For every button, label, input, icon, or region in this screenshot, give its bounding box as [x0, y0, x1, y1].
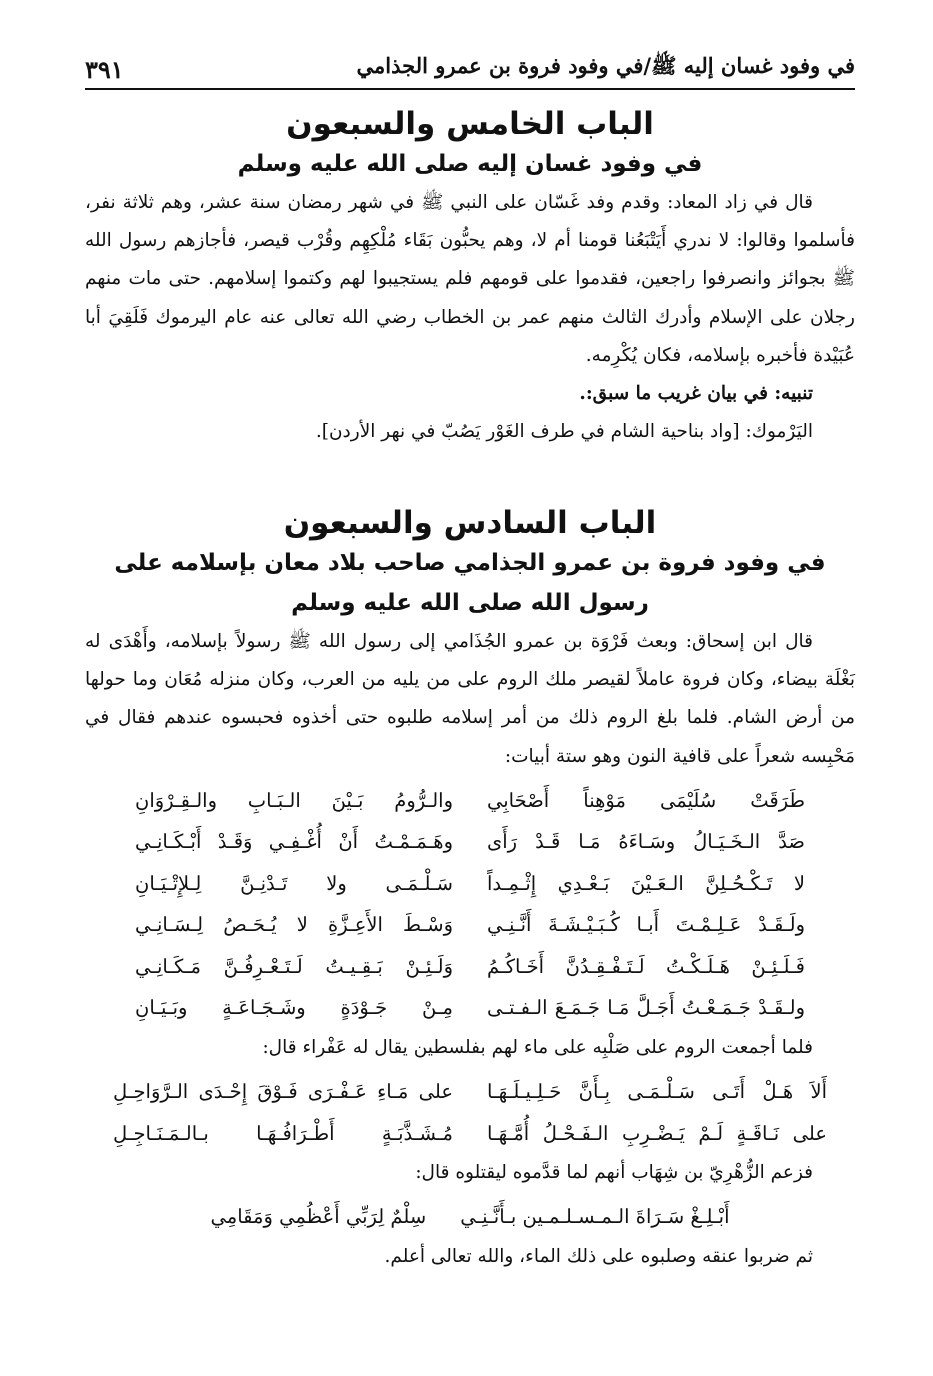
verse-first-half: ولـقَـدْ جَـمَـعْـتُ أَجَـلَّ مَـا جَـمَـعَ الـفـتـى — [487, 996, 805, 1020]
verse-line — [85, 946, 855, 988]
verse-first-half: أَلاَ هَـلْ أَتَـى سَـلْـمَـى بِـأَنَّ حَـلِـيـلَـهَـا — [487, 1080, 827, 1104]
verse-second-half: وهَـمَـمْـتُ أَنْ أُغْـفِـي وَقَـدْ أَبْـكَـانِـي — [135, 830, 453, 854]
verse-second-half: سِلْمٌ لِرَبِّي أَعْظُمِي وَمَقَامِي — [210, 1205, 427, 1229]
poem-3 — [85, 1196, 855, 1238]
verse-second-half: سَـلْـمَـى ولا تَـدْنِـنَّ لِـلإِتْـيَـانِ — [135, 871, 453, 895]
verse-line — [85, 1113, 855, 1155]
chapter-76-subtitle-line-1: في وفود فروة بن عمرو الجذامي صاحب بلاد معان بإسلامه على — [114, 550, 826, 577]
chapter-75-paragraph: قال في زاد المعاد: وقدم وفد غَسّان على النبي ﷺ في شهر رمضان سنة عشر، وهم ثلاثة نفر، فأسلموا وقالوا: لا ندري أَيَتْبَعُنا قومنا أم لا، وهم يحبُّون بَقَاء مُلْكِهِم وقُرْب قيصر، فأجازهم رسول الله ﷺ بجوائز وانصرفوا راجعين، فقدموا على قومهم فلم يستجيبوا لهم وكتموا إسلامهم. حتى مات منهم رجلان على الإسلام وأدرك الثالث منهم عمر بن الخطاب رضي الله تعالى عنه عام اليرموك فَلَقِيَ أبا عُبَيْدة فأخبره بإسلامه، فكان يُكْرِمه. — [85, 192, 855, 366]
chapter-76 — [85, 503, 855, 1276]
chapter-76-subtitle-line-2: رسول الله صلى الله عليه وسلم — [291, 590, 649, 617]
verse-line — [85, 780, 855, 822]
verse-first-half: على نَـاقَـةٍ لَـمْ يَـضْـرِبِ الـفَـحْـلُ أُمَّـهَـا — [487, 1121, 827, 1145]
chapter-76-title: الباب السادس والسبعون — [283, 505, 657, 542]
verse-line — [85, 821, 855, 863]
verse-first-half: لا تَـكْـحُـلِنَّ الـعَـيْنَ بَـعْـدِي إِثْـمِـداً — [487, 871, 805, 895]
verse-first-half: فَـلَـئِـنْ هَـلَـكْـتُ لَـتَـفْـقِـدُنَّ أَخَـاكُـمُ — [487, 954, 805, 978]
verse-first-half: ولَـقَـدْ عَـلِـمْـتَ أَبـا كُـبَـيْـشَـةَ أَنَّـنِـي — [487, 913, 805, 937]
running-header — [85, 40, 855, 90]
chapter-75-title: الباب الخامس والسبعون — [286, 106, 654, 142]
verse-second-half: مِـنْ جَـوْدَةٍ وشَـجَـاعَـةٍ وبَـيَـانِ — [135, 996, 453, 1020]
chapter-76-paragraph-4: ثم ضربوا عنقه وصلبوه على ذلك الماء، والله تعالى أعلم. — [384, 1245, 813, 1267]
verse-second-half: على مَـاءِ عَـفْـرَى فَـوْقَ إِحْـدَى الـرَّوَاحِـلِ — [113, 1080, 453, 1104]
verse-line — [85, 1071, 855, 1113]
verse-first-half: طَرَقَتْ سُلَيْمَى مَوْهِناً أَصْحَابِي — [487, 788, 805, 812]
poem-1 — [85, 780, 855, 1029]
verse-first-half: أَبْـلِـغْ سَـرَاةَ الـمـسـلـمـين بـأَنَّـنِـي — [460, 1205, 730, 1229]
verse-line — [85, 987, 855, 1029]
verse-first-half: صَدَّ الـخَـيَـالُ وسَـاءَهُ مَـا قَـدْ رَأَى — [487, 830, 805, 854]
chapter-76-paragraph-2: فلما أجمعت الروم على صَلْبِه على ماء لهم بفلسطين يقال له عَفْراء قال: — [262, 1036, 813, 1058]
verse-second-half: والـرُّومُ بَـيْنَ الـبَـابِ والـقِـرْوَانِ — [135, 788, 453, 812]
chapter-76-paragraph-1: قال ابن إسحاق: وبعث فَرْوَة بن عمرو الجُذَامي إلى رسول الله ﷺ رسولاً بإسلامه، وأَهْدَى له بَغْلَة بيضاء، وكان فروة عاملاً لقيصر ملك الروم على من يليه من العرب، وكان منزله مُعَان وما حولها من أرض الشام. فلما بلغ الروم ذلك من أمر إسلامه طلبوه حتى أخذوه فحبسوه عندهم فقال في مَحْبِسه شعراً على قافية النون وهو ستة أبيات: — [85, 631, 855, 767]
chapter-75 — [85, 104, 855, 451]
page-number: ٣٩١ — [85, 55, 124, 84]
chapter-75-subtitle: في وفود غسان إليه صلى الله عليه وسلم — [237, 151, 703, 177]
verse-second-half: وَلَـئِـنْ بَـقِـيـتُ لَـتَـعْـرِفُـنَّ مَـكَـانِـي — [135, 954, 453, 978]
book-page — [85, 40, 855, 1360]
chapter-76-paragraph-3: فزعم الزُّهْرِيّ بن شِهَاب أنهم لما قدَّموه ليقتلوه قال: — [415, 1162, 813, 1184]
running-title: في وفود غسان إليه ﷺ/في وفود فروة بن عمرو الجذامي — [356, 53, 855, 78]
verse-second-half: وَسْـطَ الأَعِـزَّةِ لا يُـحَـصُ لِـسَـانِـي — [135, 913, 453, 937]
note-body: اليَرْموك: [واد بناحية الشام في طرف الغَوْر يَصُبّ في نهر الأردن]. — [315, 421, 813, 443]
verse-second-half: مُـشَـذَّبَـةٍ أَطْـرَافُـهَـا بـالـمَـنَـاجِـلِ — [113, 1121, 453, 1145]
poem-2 — [85, 1071, 855, 1154]
verse-line — [85, 904, 855, 946]
verse-line — [85, 863, 855, 905]
verse-line — [85, 1196, 855, 1238]
section-gap — [85, 451, 855, 489]
note-heading: تنبيه: في بيان غريب ما سبق:. — [579, 383, 813, 405]
